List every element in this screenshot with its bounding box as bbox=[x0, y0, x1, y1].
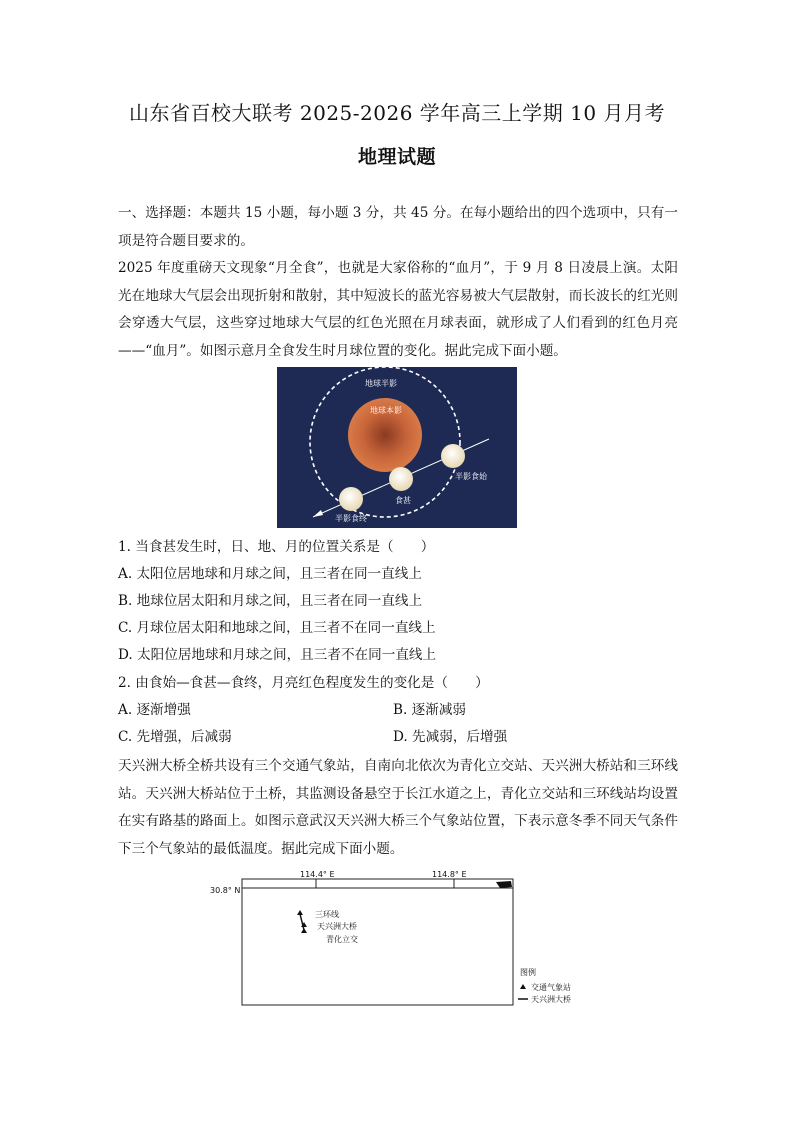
station-label-tianxingzhou: 天兴洲大桥 bbox=[317, 922, 357, 931]
moon-penumbral-end bbox=[339, 487, 363, 511]
material-paragraph-1: 2025 年度重磅天文现象“月全食”，也就是大家俗称的“血月”，于 9 月 8 日凌晨上演。太阳光在地球大气层会出现折射和散射，其中短波长的蓝光容易被大气层散射，而长波长的红光则会穿透大气层，这些穿过地球大气层的红色光照在月球表面，就形成了人们看到的红色月亮——“血月”。如图示意月全食发生时月球位置的变化。据此完成下面小题。 bbox=[118, 260, 678, 359]
legend-bridge-label: 天兴洲大桥 bbox=[531, 995, 571, 1004]
lon-label-2: 114.8° E bbox=[432, 870, 467, 879]
station-icon-qinghua bbox=[301, 928, 307, 933]
page-title: 山东省百校大联考 2025-2026 学年高三上学期 10 月月考 bbox=[129, 101, 665, 125]
question-1-option-a[interactable]: A. 太阳位居地球和月球之间，且三者在同一直线上 bbox=[118, 566, 422, 582]
legend-station-icon bbox=[520, 984, 526, 989]
label-penumbral-end: 半影食终 bbox=[335, 514, 367, 523]
bridge-line bbox=[300, 914, 304, 930]
question-2-stem: 2. 由食始—食甚—食终，月亮红色程度发生的变化是（ ） bbox=[118, 675, 489, 691]
bridge-station-map bbox=[200, 866, 600, 1011]
lon-label-1: 114.4° E bbox=[300, 870, 335, 879]
legend-title: 图例 bbox=[520, 968, 536, 977]
question-2-option-c[interactable]: C. 先增强，后减弱 bbox=[118, 729, 232, 745]
page-subtitle: 地理试题 bbox=[357, 146, 436, 168]
question-1-option-d[interactable]: D. 太阳位居地球和月球之间，且三者不在同一直线上 bbox=[118, 647, 437, 663]
question-2-option-d[interactable]: D. 先减弱，后增强 bbox=[393, 729, 508, 745]
map-corner-land bbox=[496, 881, 512, 888]
legend-station-label: 交通气象站 bbox=[531, 983, 571, 992]
moon-penumbral-start bbox=[441, 444, 465, 468]
moon-path-arrowhead bbox=[313, 510, 323, 517]
question-1-option-b[interactable]: B. 地球位居太阳和月球之间，且三者在同一直线上 bbox=[118, 593, 423, 609]
question-1-option-c[interactable]: C. 月球位居太阳和地球之间，且三者不在同一直线上 bbox=[118, 620, 436, 636]
question-2-option-b[interactable]: B. 逐渐减弱 bbox=[393, 702, 467, 718]
map-frame bbox=[242, 879, 513, 1005]
lat-label: 30.8° N bbox=[210, 886, 241, 895]
station-icon-sanhuan bbox=[297, 910, 303, 915]
label-umbra: 地球本影 bbox=[370, 406, 402, 415]
lunar-eclipse-figure bbox=[277, 367, 517, 528]
label-penumbra: 地球半影 bbox=[365, 379, 397, 388]
material-paragraph-2: 天兴洲大桥全桥共设有三个交通气象站，自南向北依次为青化立交站、天兴洲大桥站和三环线站。天兴洲大桥站位于土桥，其监测设备悬空于长江水道之上，青化立交站和三环线站均设置在实有路基的路面上。如图示意武汉天兴洲大桥三个气象站位置，下表示意冬季不同天气条件下三个气象站的最低温度。据此完成下面小题。 bbox=[118, 758, 678, 857]
station-label-sanhuan: 三环线 bbox=[315, 910, 339, 919]
question-2-option-a[interactable]: A. 逐渐增强 bbox=[118, 702, 191, 718]
station-label-qinghua: 青化立交 bbox=[326, 935, 358, 944]
label-greatest: 食甚 bbox=[395, 496, 411, 505]
moon-greatest bbox=[389, 467, 413, 491]
label-penumbral-start: 半影食始 bbox=[455, 472, 487, 481]
question-1-stem: 1. 当食甚发生时，日、地、月的位置关系是（ ） bbox=[118, 539, 435, 555]
section-instructions: 一、选择题：本题共 15 小题，每小题 3 分，共 45 分。在每小题给出的四个选项中，只有一项是符合题目要求的。 bbox=[118, 205, 678, 249]
